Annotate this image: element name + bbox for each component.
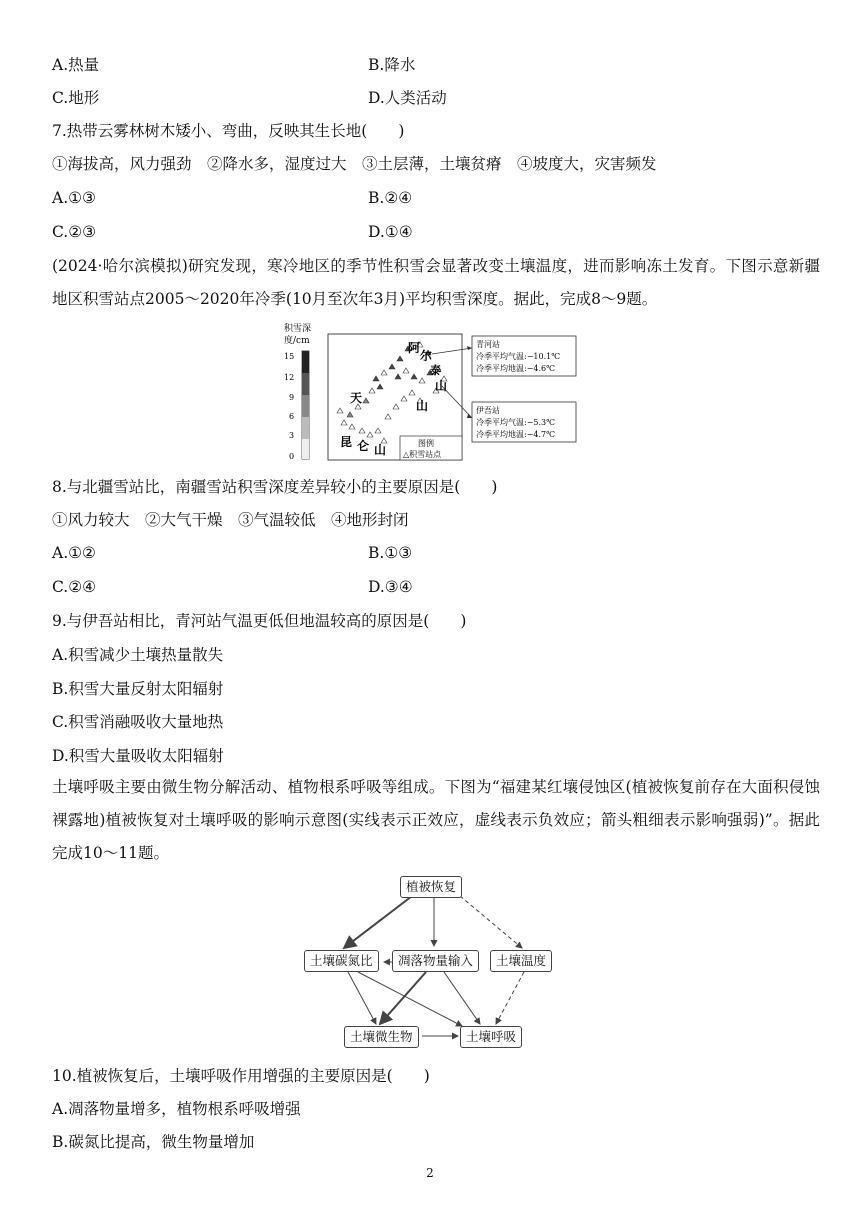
q8-items: ①风力较大 ②大气干燥 ③气温较低 ④地形封闭 <box>52 511 409 529</box>
node-litter-input: 凋落物量输入 <box>392 950 479 972</box>
map-label-er: 尔 <box>420 349 433 363</box>
yiwu-air: 冷季平均气温:−5.3℃ <box>476 418 556 427</box>
page-number: 2 <box>426 1166 434 1180</box>
q8-option-d: D.③④ <box>368 578 413 596</box>
node-soil-respiration: 土壤呼吸 <box>460 1026 522 1048</box>
qinghe-ground: 冷季平均地温:−4.6℃ <box>476 364 556 373</box>
legend-title: 积雪深 <box>284 324 312 334</box>
scale-6: 6 <box>289 412 295 421</box>
q7-stem: 7.热带云雾林树木矮小、弯曲，反映其生长地( ) <box>52 122 405 140</box>
q9-option-a: A.积雪减少土壤热量散失 <box>52 646 224 664</box>
q9-option-b: B.积雪大量反射太阳辐射 <box>52 680 224 698</box>
node-soil-microbes: 土壤微生物 <box>344 1026 419 1048</box>
q8-stem: 8.与北疆雪站比，南疆雪站积雪深度差异较小的主要原因是( ) <box>52 478 498 496</box>
map-label-shan3: 山 <box>374 443 387 457</box>
yiwu-name: 伊吾站 <box>476 406 500 415</box>
q8-option-b: B.①③ <box>368 544 413 562</box>
q7-option-d: D.①④ <box>368 223 413 241</box>
q10-option-b: B.碳氮比提高，微生物量增加 <box>52 1133 255 1151</box>
map-label-tian: 天 <box>350 391 363 405</box>
q10-option-a: A.凋落物量增多，植物根系呼吸增强 <box>52 1100 301 1118</box>
scale-3: 3 <box>289 431 295 440</box>
q9-stem: 9.与伊吾站相比，青河站气温更低但地温较高的原因是( ) <box>52 612 467 630</box>
scale-9: 9 <box>289 393 295 402</box>
q7-items: ①海拔高，风力强劲 ②降水多，湿度过大 ③土层薄，土壤贫瘠 ④坡度大，灾害频发 <box>52 155 657 173</box>
yiwu-ground: 冷季平均地温:−4.7℃ <box>476 430 556 439</box>
map-label-shan1: 山 <box>435 379 448 393</box>
node-soil-cn-ratio: 土壤碳氮比 <box>304 950 379 972</box>
q6-option-d: D.人类活动 <box>368 89 447 107</box>
node-vegetation-recovery: 植被恢复 <box>400 876 462 898</box>
q7-option-a: A.①③ <box>52 189 96 207</box>
passage-8-9: (2024·哈尔滨模拟)研究发现，寒冷地区的季节性积雪会显著改变土壤温度，进而影响冻土发育。下图示意新疆地区积雪站点2005～2020年冷季(10月至次年3月)平均积雪深度。据此，完成8～9题。 <box>52 257 820 308</box>
soil-respiration-diagram <box>300 874 560 1052</box>
q8-option-a: A.①② <box>52 544 96 562</box>
map-label-shan2: 山 <box>416 399 429 413</box>
node-soil-temperature: 土壤温度 <box>490 950 552 972</box>
q6-option-b: B.降水 <box>368 56 416 74</box>
qinghe-name: 青河站 <box>476 340 500 349</box>
q8-option-c: C.②④ <box>52 578 97 596</box>
map-legend-title: 图例 <box>418 439 434 448</box>
q7-option-c: C.②③ <box>52 223 97 241</box>
scale-0: 0 <box>289 452 295 461</box>
map-label-kun: 昆 <box>340 435 353 449</box>
map-label-tai: 泰 <box>430 364 441 377</box>
scale-15: 15 <box>284 352 295 361</box>
q7-option-b: B.②④ <box>368 189 413 207</box>
legend-title-unit: 度/cm <box>284 336 310 346</box>
scale-12: 12 <box>284 373 295 382</box>
passage-10-11: 土壤呼吸主要由微生物分解活动、植物根系呼吸等组成。下图为“福建某红壤侵蚀区(植被恢复前存在大面积侵蚀裸露地)植被恢复对土壤呼吸的影响示意图(实线表示正效应，虚线表示负效应；箭头粗细表示影响强弱)”。据此完成10～11题。 <box>52 778 820 862</box>
q6-option-c: C.地形 <box>52 89 100 107</box>
qinghe-air: 冷季平均气温:−10.1℃ <box>476 352 561 361</box>
map-label-a: 阿 <box>408 341 421 355</box>
q9-option-d: D.积雪大量吸收太阳辐射 <box>52 747 224 765</box>
snow-depth-map <box>280 318 580 464</box>
map-label-lun: 仑 <box>357 439 370 453</box>
q9-option-c: C.积雪消融吸收大量地热 <box>52 713 224 731</box>
q6-option-a: A.热量 <box>52 56 100 74</box>
q10-stem: 10.植被恢复后，土壤呼吸作用增强的主要原因是( ) <box>52 1067 430 1085</box>
map-legend-item: △积雪站点 <box>403 450 442 459</box>
